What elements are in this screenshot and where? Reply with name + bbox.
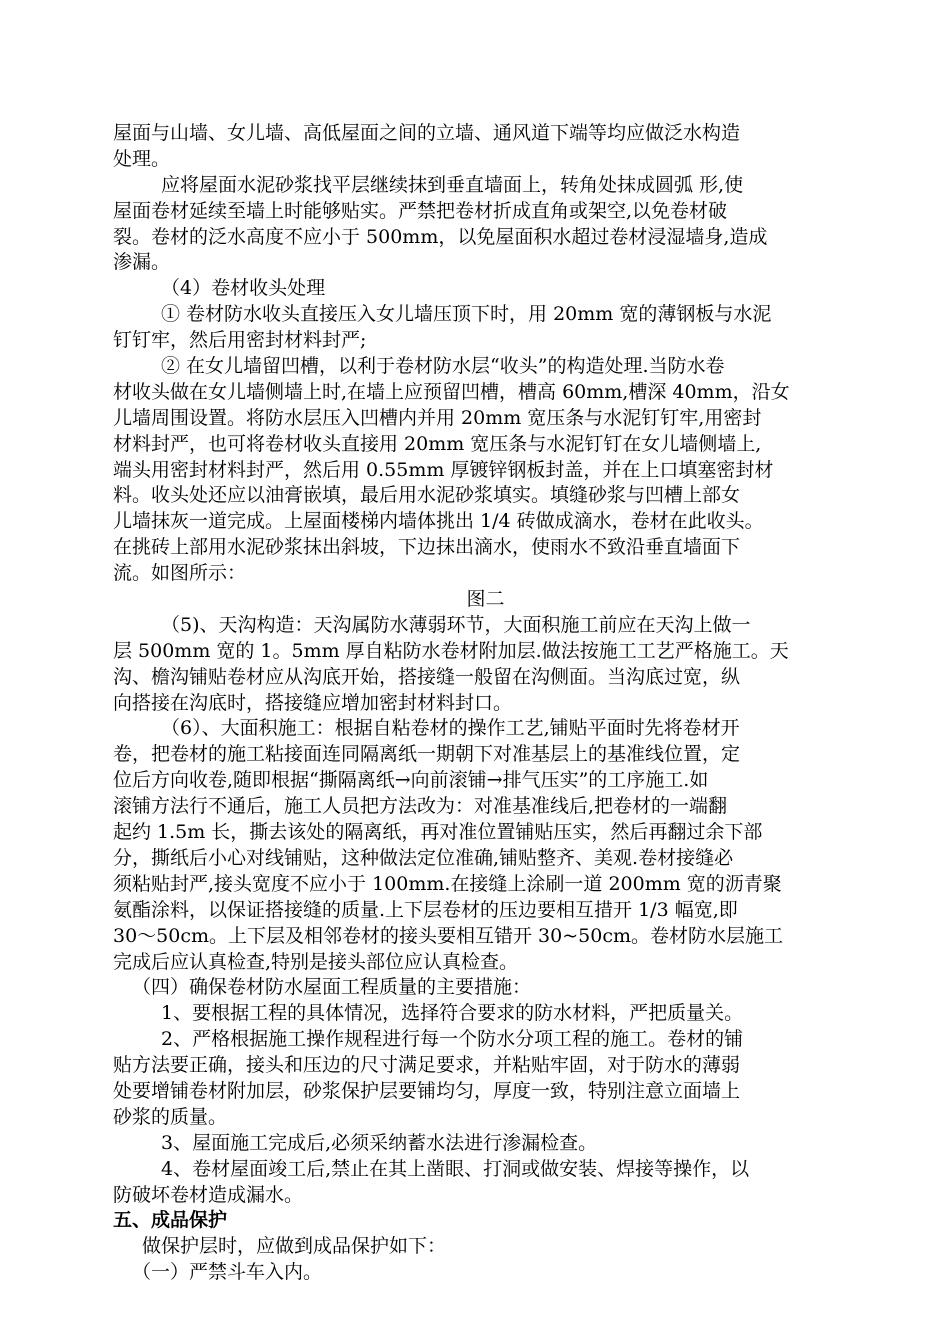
body-line: 材料封严，也可将卷材收头直接用 20mm 宽压条与水泥钉钉在女儿墙侧墙上,	[113, 432, 762, 455]
body-line: 防破坏卷材造成漏水。	[113, 1183, 304, 1206]
list-item: （一）严禁斗车入内。	[132, 1261, 323, 1284]
body-line: 流。如图所示：	[113, 562, 247, 585]
body-line: 滚铺方法行不通后，施工人员把方法改为：对准基准线后,把卷材的一端翻	[113, 795, 728, 818]
body-line: 须粘贴封严,接头宽度不应小于 100mm.在接缝上涂刷一道 200mm 宽的沥青聚	[113, 872, 782, 895]
body-line: 30～50cm。上下层及相邻卷材的接头要相互错开 30~50cm。卷材防水层施工	[113, 924, 783, 947]
body-line: 沟、檐沟铺贴卷材应从沟底开始，搭接缝一般留在沟侧面。当沟底过宽，纵	[113, 665, 741, 688]
body-line: 位后方向收卷,随即根据“撕隔离纸→向前滚铺→排气压实”的工序施工.如	[113, 769, 709, 792]
body-line: 处要增铺卷材附加层，砂浆保护层要铺均匀，厚度一致，特别注意立面墙上	[113, 1079, 741, 1102]
list-item-first-line: 4、卷材屋面竣工后,禁止在其上凿眼、打洞或做安装、焊接等操作，以	[161, 1157, 750, 1180]
body-line: 完成后应认真检查,特别是接头部位应认真检查。	[113, 950, 519, 973]
list-item: 1、要根据工程的具体情况，选择符合要求的防水材料，严把质量关。	[161, 1002, 744, 1025]
body-line: 在挑砖上部用水泥砂浆抹出斜坡，下边抹出滴水，使雨水不致沿垂直墙面下	[113, 536, 741, 559]
body-line: 起约 1.5m 长，撕去该处的隔离纸，再对准位置铺贴压实，然后再翻过余下部	[113, 821, 763, 844]
subsection-heading: （4）卷材收头处理	[161, 277, 326, 300]
body-line: 处理。	[113, 147, 171, 170]
body-line: 贴方法要正确，接头和压边的尺寸满足要求，并粘贴牢固，对于防水的薄弱	[113, 1054, 741, 1077]
list-item-first-line: ① 卷材防水收头直接压入女儿墙压顶下时，用 20mm 宽的薄钢板与水泥	[161, 303, 772, 326]
body-line: 裂。卷材的泛水高度不应小于 500mm，以免屋面积水超过卷材浸湿墙身,造成	[113, 225, 768, 248]
paragraph-first-line: 应将屋面水泥砂浆找平层继续抹到垂直墙面上，转角处抹成圆弧 形,使	[161, 173, 744, 196]
body-line: 屋面卷材延续至墙上时能够贴实。严禁把卷材折成直角或架空,以免卷材破	[113, 199, 728, 222]
body-line: 材收头做在女儿墙侧墙上时,在墙上应预留凹槽，槽高 60mm,槽深 40mm，沿女	[113, 380, 790, 403]
document-page	[113, 121, 858, 1286]
body-line: 氨酯涂料，以保证搭接缝的质量.上下层卷材的压边要相互措开 1/3 幅宽,即	[113, 898, 738, 921]
body-line: 砂浆的质量。	[113, 1105, 228, 1128]
section-heading: （四）确保卷材防水屋面工程质量的主要措施：	[132, 976, 532, 999]
list-item-first-line: 2、严格根据施工操作规程进行每一个防水分项工程的施工。卷材的铺	[161, 1028, 744, 1051]
body-line: 屋面与山墙、女儿墙、高低屋面之间的立墙、通风道下端等均应做泛水构造	[113, 122, 741, 144]
list-item: 3、屋面施工完成后,必须采纳蓄水法进行渗漏检查。	[161, 1131, 598, 1154]
body-line: 向搭接在沟底时，搭接缝应增加密封材料封口。	[113, 691, 513, 714]
body-line: 端头用密封材料封严，然后用 0.55mm 厚镀锌钢板封盖，并在上口填塞密封材	[113, 458, 774, 481]
paragraph-first-line: 做保护层时，应做到成品保护如下：	[142, 1235, 447, 1258]
body-line: 层 500mm 宽的 1。5mm 厚自粘防水卷材附加层.做法按施工工艺严格施工。天	[113, 639, 789, 662]
body-line: 儿墙抹灰一道完成。上屋面楼梯内墙体挑出 1/4 砖做成滴水，卷材在此收头。	[113, 510, 764, 533]
body-line: 钉钉牢，然后用密封材料封严;	[113, 329, 367, 352]
paragraph-first-line: （5)、天沟构造：天沟属防水薄弱环节，大面积施工前应在天沟上做一	[161, 613, 751, 636]
figure-caption: 图二	[466, 588, 505, 611]
paragraph-first-line: （6）、大面积施工：根据自粘卷材的操作工艺,铺贴平面时先将卷材开	[161, 717, 740, 740]
body-line: 儿墙周围设置。将防水层压入凹槽内并用 20mm 宽压条与水泥钉钉牢,用密封	[113, 406, 762, 429]
body-line: 分，撕纸后小心对线铺贴，这种做法定位准确,铺贴整齐、美观.卷材接缝必	[113, 846, 734, 869]
body-line: 渗漏。	[113, 251, 171, 274]
chapter-heading: 五、成品保护	[113, 1209, 228, 1232]
list-item-first-line: ② 在女儿墙留凹槽，以利于卷材防水层“收头”的构造处理.当防水卷	[161, 355, 725, 378]
body-line: 卷，把卷材的施工粘接面连同隔离纸一期朝下对准基层上的基准线位置，定	[113, 743, 741, 766]
body-line: 料。收头处还应以油膏嵌填，最后用水泥砂浆填实。填缝砂浆与凹槽上部女	[113, 484, 741, 507]
